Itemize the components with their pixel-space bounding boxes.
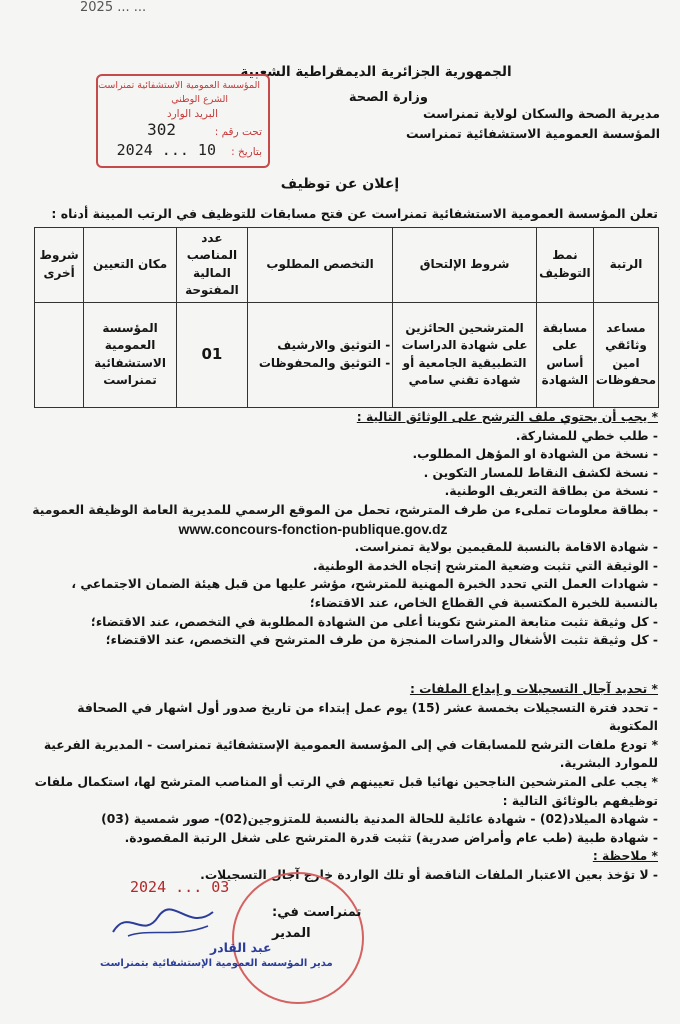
website-url: www.concours-fonction-publique.gov.dz xyxy=(178,520,448,537)
stamp-line-2: الشرع الوطني xyxy=(171,94,228,105)
announcement-intro: تعلن المؤسسة العمومية الاستشفائية تمنراست عن فتح مسابقات للتوظيف في الرتب المبينة أدناه : xyxy=(51,206,658,221)
stamp-reg-number: 302 xyxy=(147,120,176,139)
list-item: - طلب خطي للمشاركة. xyxy=(515,428,658,443)
table-header: شروط الإلتحاق xyxy=(393,228,537,303)
handwritten-signature xyxy=(108,902,218,942)
stamp-line-3: البريد الوارد xyxy=(166,108,218,120)
required-documents xyxy=(28,408,658,650)
republic-heading: الجمهورية الجزائرية الديمقراطية الشعبية xyxy=(240,64,512,80)
directorate-heading: مديرية الصحة والسكان لولاية تمنراست xyxy=(423,106,660,121)
positions-table xyxy=(34,227,659,408)
announcement-title: إعلان عن توظيف xyxy=(280,176,400,192)
list-item: - نسخة من بطاقة التعريف الوطنية. xyxy=(444,484,658,499)
signature-title: المدير xyxy=(272,926,311,941)
ministry-heading: وزارة الصحة xyxy=(348,90,428,105)
paragraph: * تودع ملفات الترشح للمسابقات في إلى المؤسسة العمومية الإستشفائية تمنراست - المديرية الفرعية للموارد البشرية. xyxy=(43,737,658,771)
table-header: التخصص المطلوب xyxy=(247,228,392,303)
list-item: - نسخة لكشف النقاط للمسار التكوين . xyxy=(423,465,658,480)
signatory-name: عبد القادر xyxy=(210,940,272,955)
paragraph: - شهادة طبية (طب عام وأمراض صدرية) تثبت قدرة المترشح على شغل الرتبة المقصودة. xyxy=(124,830,658,845)
paragraph: - شهادة الميلاد(02) - شهادة عائلية للحالة المدنية بالنسبة للمتزوجين(02)- صور شمسية (03) xyxy=(101,812,658,827)
list-item: - كل وثيقة تثبت متابعة المترشح تكوينا أعلى من الشهادة المطلوبة في التخصص، عند الاقتضاء؛ xyxy=(90,614,658,629)
stamp-date-value: 2024 ... 10 xyxy=(116,141,216,159)
section-heading: * يجب أن يحتوي ملف الترشح على الوثائق التالية : xyxy=(356,410,658,424)
registration-stamp xyxy=(96,74,270,168)
table-header: مكان التعيين xyxy=(84,228,177,303)
table-cell: - التوثيق والارشيف - التوثيق والمحفوظات xyxy=(247,302,392,407)
deadlines-section xyxy=(28,680,658,885)
stamp-line-1: المؤسسة العمومية الاستشفائية تمنراست xyxy=(98,80,260,91)
note-text: - لا تؤخذ بعين الاعتبار الملفات الناقصة أو تلك الواردة خارج آجال التسجيلات. xyxy=(200,867,658,882)
table-header: شروط أخرى xyxy=(35,228,84,303)
signature-place: تمنراست في: xyxy=(272,905,362,920)
paragraph: * يجب على المترشحين الناجحين نهائيا قبل تعيينهم في الرتب أو المناصب المترشح لها، استكمال ملفات توظيفهم بالوثائق التالية : xyxy=(34,774,658,808)
table-header: عدد المناصب المالية المفتوحة xyxy=(176,228,247,303)
paragraph: - تحدد فترة التسجيلات بخمسة عشر (15) يوم عمل إبتداء من تاريخ صدور أول اشهار في الصحافة المكتوبة xyxy=(77,700,658,734)
stamp-reg-label: تحت رقم : xyxy=(214,126,262,138)
table-row xyxy=(35,302,659,407)
table-header-row xyxy=(35,228,659,303)
list-item: - نسخة من الشهادة او المؤهل المطلوب. xyxy=(412,447,658,462)
list-item: - الوثيقة التي تثبت وضعية المترشح إتجاه الخدمة الوطنية. xyxy=(312,558,658,573)
top-cut-text: 2025 ... ... xyxy=(80,0,147,15)
list-item: - بطاقة معلومات تملىء من طرف المترشح، تحمل من الموقع الرسمي للمديرية العامة الوظيفة العمومية xyxy=(32,502,658,517)
table-cell: مسابقة على أساس الشهادة xyxy=(536,302,593,407)
institution-heading: المؤسسة العمومية الاستشفائية تمنراست xyxy=(405,126,660,141)
signature-date: 2024 ... 03 xyxy=(130,878,230,896)
list-item: - كل وثيقة تثبت الأشغال والدراسات المنجزة من طرف المترشح في التخصص، عند الاقتضاء؛ xyxy=(105,633,658,648)
list-item: - شهادات العمل التي تحدد الخبرة المهنية للمترشح، مؤشر عليها من قبل هيئة الضمان الاجتماعي ، بالنسبة للخبرة المكتسبة في القطاع الخاص، عند الاقتضاء؛ xyxy=(71,577,658,610)
table-header: الرتبة xyxy=(593,228,658,303)
stamp-date-label: بتاريخ : xyxy=(231,146,262,158)
table-cell: 01 xyxy=(176,302,247,407)
table-cell: مساعد وثائقي امين محفوظات xyxy=(593,302,658,407)
section-heading: * تحديد آجال التسجيلات و إيداع الملفات : xyxy=(409,682,658,696)
table-cell: المترشحين الحائزين على شهادة الدراسات التطبيقية الجامعية أو شهادة تقني سامي xyxy=(393,302,537,407)
table-cell xyxy=(35,302,84,407)
list-item: - شهادة الاقامة بالنسبة للمقيمين بولاية تمنراست. xyxy=(354,540,658,555)
table-header: نمط التوظيف xyxy=(536,228,593,303)
note-heading: * ملاحظة : xyxy=(592,849,658,864)
signature-footer: مدير المؤسسة العمومية الإستشفائية بتمنراست xyxy=(100,958,333,969)
table-cell: المؤسسة العمومية الاستشفائية تمنراست xyxy=(84,302,177,407)
